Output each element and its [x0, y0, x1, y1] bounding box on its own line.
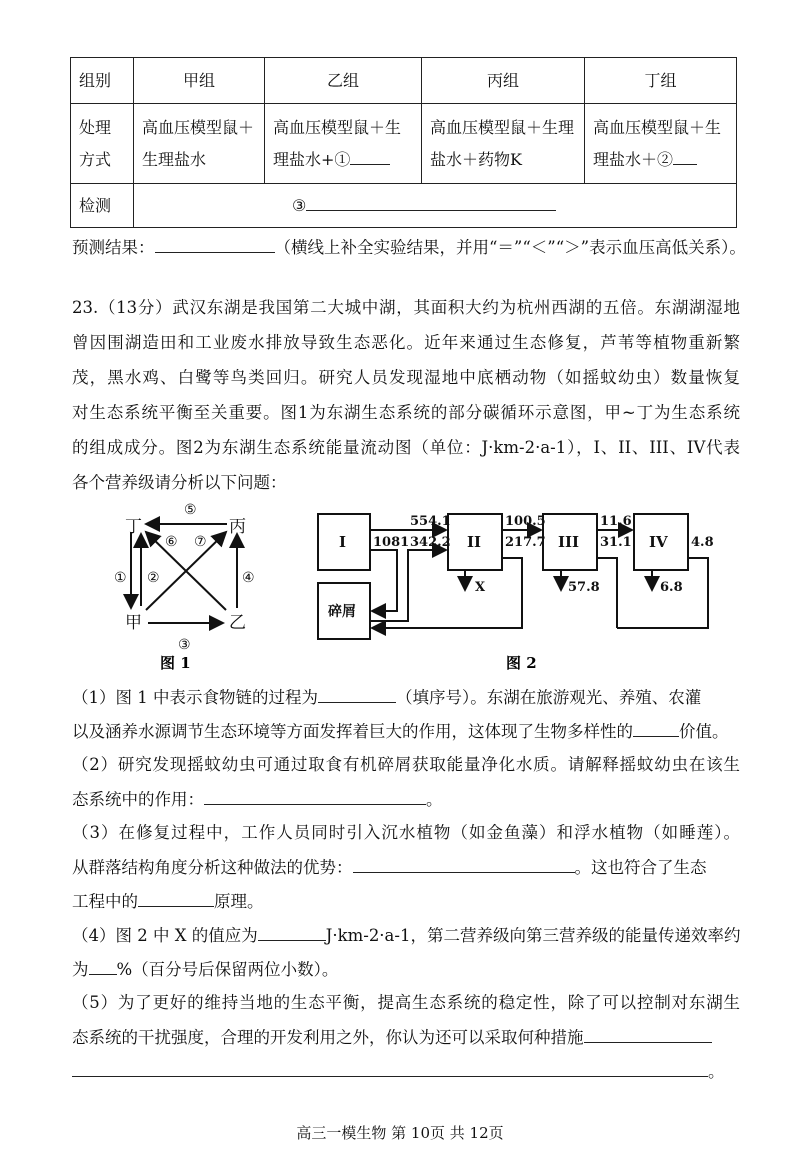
cell-text: ③ — [292, 195, 307, 215]
answer-blank[interactable] — [673, 148, 697, 165]
flow-value: 4.8 — [691, 535, 714, 550]
table-cell: 丙组 — [422, 58, 585, 104]
text: （4）图 2 中 X 的值应为 — [72, 926, 258, 945]
question-2-line: （2）研究发现摇蚊幼虫可通过取食有机碎屑获取能量净化水质。请解释摇蚊幼虫在该生 — [72, 755, 740, 774]
node-jia: 甲 — [125, 613, 142, 633]
arrow-label: ② — [147, 570, 160, 586]
arrow-label: ⑥ — [165, 534, 178, 550]
arrow-label: ③ — [178, 637, 191, 653]
answer-blank[interactable] — [318, 686, 396, 703]
table-cell — [134, 184, 737, 228]
table-cell — [585, 104, 737, 184]
text: 态系统的干扰强度，合理的开发利用之外，你认为还可以采取何种措施 — [72, 1028, 584, 1047]
answer-blank[interactable] — [155, 236, 275, 253]
text: 。 — [708, 1062, 725, 1081]
table-cell: 组别 — [71, 58, 134, 104]
text: （1）图 1 中表示食物链的过程为 — [72, 688, 318, 707]
predict-line — [72, 236, 746, 259]
question-4-line — [72, 958, 740, 981]
table-cell: 处理方式 — [71, 104, 134, 184]
text: 以及涵养水源调节生态环境等方面发挥着巨大的作用，这体现了生物多样性的 — [72, 722, 633, 741]
text: 原理。 — [214, 892, 264, 911]
question-3-line: （3）在修复过程中，工作人员同时引入沉水植物（如金鱼藻）和浮水植物（如睡莲）。 — [72, 823, 740, 842]
box-label: IV — [649, 533, 668, 551]
text: 态系统中的作用： — [72, 790, 204, 809]
flow-value: 342.2 — [410, 535, 451, 550]
arrow-label: ⑤ — [184, 502, 197, 518]
page-footer: 高三一模生物 第 10页 共 12页 — [296, 1124, 504, 1142]
text: 为 — [72, 960, 89, 979]
question-5-line — [72, 1060, 740, 1083]
q23-line: 茂，黑水鸡、白鹭等鸟类回归。研究人员发现湿地中底栖动物（如摇蚊幼虫）数量恢复 — [72, 368, 740, 387]
answer-blank[interactable] — [350, 148, 390, 165]
answer-blank[interactable] — [633, 720, 679, 737]
table-cell: 高血压模型鼠＋生理盐水 — [134, 104, 265, 184]
question-4-line — [72, 924, 740, 947]
answer-blank[interactable] — [138, 890, 214, 907]
text: J·km-2·a-1，第二营养级向第三营养级的能量传递效率约 — [325, 926, 741, 945]
figures — [0, 490, 800, 680]
answer-blank[interactable] — [204, 788, 426, 805]
flow-value: 57.8 — [568, 580, 600, 595]
fig1-caption: 图 1 — [160, 654, 191, 672]
cell-text: 高血压模型鼠＋生理盐水+① — [273, 117, 402, 169]
question-5-line — [72, 1026, 740, 1049]
answer-blank[interactable] — [353, 856, 575, 873]
box-label: II — [467, 533, 482, 551]
answer-blank[interactable] — [584, 1026, 712, 1043]
predict-note: （横线上补全实验结果，并用“＝”“＜”“＞”表示血压高低关系）。 — [274, 238, 746, 257]
question-1-line — [72, 720, 740, 743]
cell-text: 高血压模型鼠＋生理盐水＋② — [593, 117, 722, 169]
flow-value: 1081 — [373, 535, 410, 550]
question-1-line — [72, 686, 740, 709]
box-label: 碎屑 — [328, 604, 356, 620]
text: （填序号）。东湖在旅游观光、养殖、农灌 — [396, 688, 702, 707]
flow-value: 554.1 — [410, 514, 451, 529]
flow-value: 100.5 — [505, 514, 546, 529]
experiment-table — [70, 57, 737, 228]
question-5-line: （5）为了更好的维持当地的生态平衡，提高生态系统的稳定性，除了可以控制对东湖生 — [72, 993, 740, 1012]
text: 价值。 — [679, 722, 729, 741]
box-label: III — [558, 533, 580, 551]
text: 。 — [426, 790, 443, 809]
table-cell: 丁组 — [585, 58, 737, 104]
question-3-line — [72, 856, 740, 879]
arrow-label: ⑦ — [194, 534, 207, 550]
arrow-label: ① — [114, 570, 127, 586]
node-bing: 丙 — [229, 517, 246, 537]
table-cell: 乙组 — [265, 58, 422, 104]
q23-line: 各个营养级请分析以下问题： — [72, 473, 287, 492]
table-cell: 高血压模型鼠＋生理盐水＋药物K — [422, 104, 585, 184]
flow-value: 6.8 — [660, 580, 683, 595]
q23-line: 对生态系统平衡至关重要。图1为东湖生态系统的部分碳循环示意图，甲~丁为生态系统 — [72, 403, 740, 422]
q23-line: 的组成成分。图2为东湖生态系统能量流动图（单位：J·km-2·a-1），I、II、III、IV代表 — [72, 438, 740, 457]
flow-value: 217.7 — [505, 535, 546, 550]
question-2-line — [72, 788, 740, 811]
flow-value: X — [475, 580, 486, 595]
text: 工程中的 — [72, 892, 138, 911]
flow-value: 11.6 — [600, 514, 632, 529]
text: 从群落结构角度分析这种做法的优势： — [72, 858, 353, 877]
answer-blank[interactable] — [89, 958, 117, 975]
fig2-caption: 图 2 — [506, 654, 537, 672]
node-ding: 丁 — [125, 517, 142, 537]
box-label: I — [339, 533, 347, 551]
table-cell: 甲组 — [134, 58, 265, 104]
table-row-detect — [71, 184, 737, 228]
table-cell — [265, 104, 422, 184]
question-3-line — [72, 890, 740, 913]
flow-value: 31.1 — [600, 535, 632, 550]
answer-blank[interactable] — [72, 1060, 708, 1077]
q23-line: 曾因围湖造田和工业废水排放导致生态恶化。近年来通过生态修复，芦苇等植物重新繁 — [72, 333, 740, 352]
node-yi: 乙 — [229, 613, 246, 633]
table-cell: 检测 — [71, 184, 134, 228]
table-row-treatment — [71, 104, 737, 184]
table-header-row — [71, 58, 737, 104]
predict-label: 预测结果： — [72, 238, 155, 257]
arrow-label: ④ — [242, 570, 255, 586]
answer-blank[interactable] — [306, 194, 556, 211]
text: 。这也符合了生态 — [574, 858, 707, 877]
text: %（百分号后保留两位小数）。 — [116, 960, 339, 979]
q23-line: 23.（13分）武汉东湖是我国第二大城中湖，其面积大约为杭州西湖的五倍。东湖湖湿地 — [72, 298, 740, 317]
answer-blank[interactable] — [258, 924, 326, 941]
